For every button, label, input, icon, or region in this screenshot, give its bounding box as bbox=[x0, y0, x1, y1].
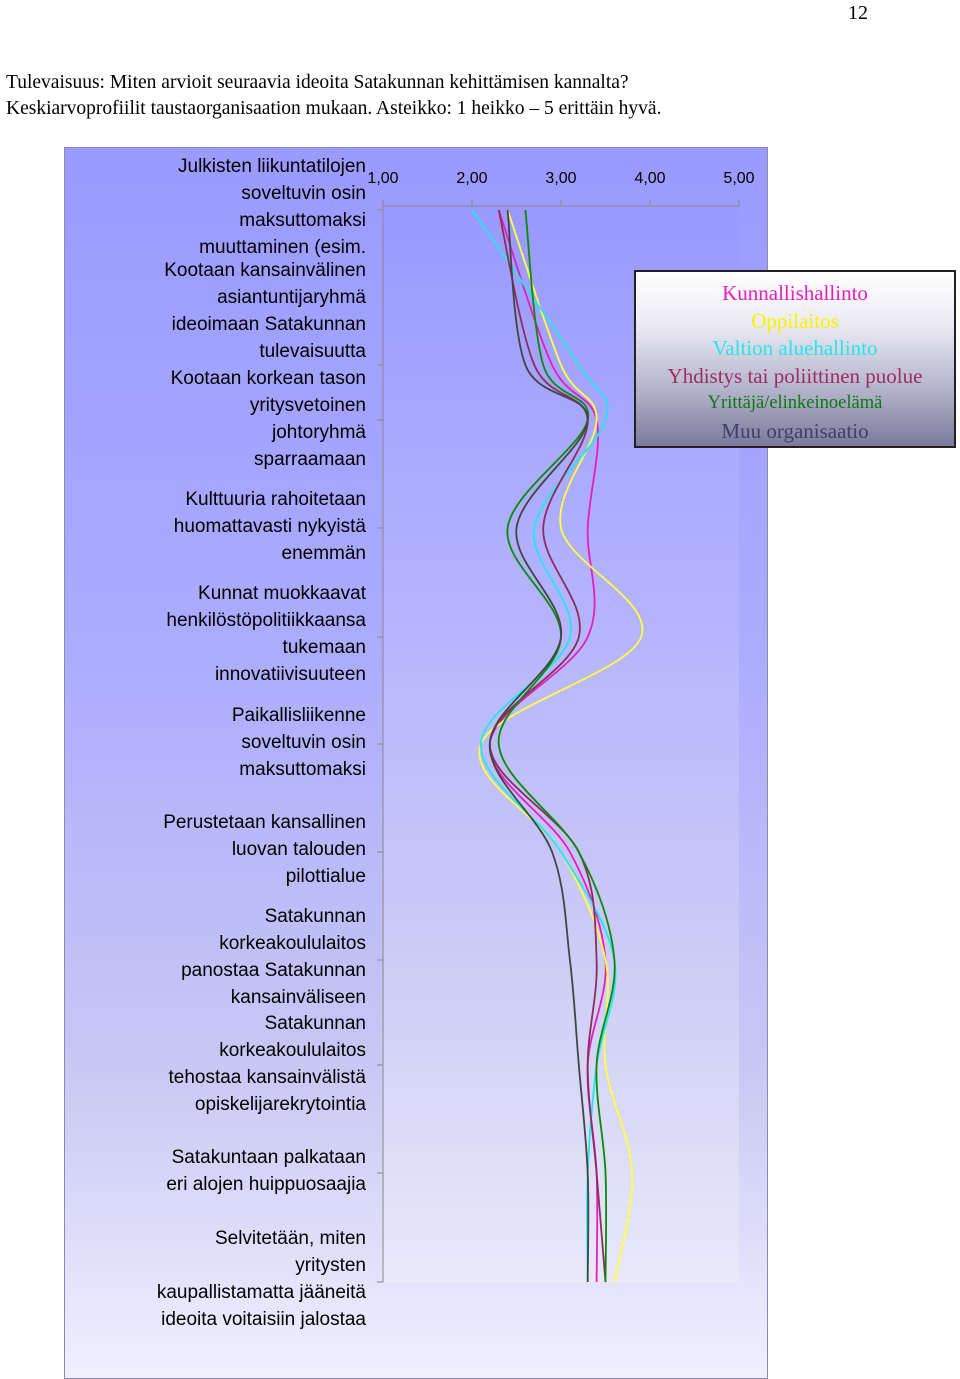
category-label: Julkisten liikuntatilojen soveltuvin osin maksuttomaksi muuttaminen (esim. bbox=[178, 156, 366, 258]
series-line-2 bbox=[479, 210, 642, 1282]
series-line-6 bbox=[490, 210, 589, 1282]
category-label: Kunnat muokkaavat henkilöstöpolitiikkaansa tukemaan innovatiivisuuteen bbox=[166, 583, 366, 685]
legend-item: Kunnallishallinto bbox=[722, 281, 868, 305]
category-label: Selvitetään, miten yritysten kaupallistamatta jääneitä ideoita voitaisiin jalostaa bbox=[156, 1228, 366, 1330]
series-line-3 bbox=[472, 210, 616, 1282]
legend-item: Yhdistys tai poliittinen puolue bbox=[667, 363, 923, 388]
page-number: 12 bbox=[848, 2, 868, 24]
category-label: Satakunnan korkeakoululaitos panostaa Satakunnan kansainväliseen bbox=[181, 906, 366, 1008]
intro-line-1: Tulevaisuus: Miten arvioit seuraavia ideoita Satakunnan kehittämisen kannalta? bbox=[6, 72, 629, 93]
category-label: Paikallisliikenne soveltuvin osin maksuttomaksi bbox=[231, 705, 366, 780]
intro-line-2: Keskiarvoprofiilit taustaorganisaation mukaan. Asteikko: 1 heikko – 5 erittäin hyvä. bbox=[6, 98, 662, 119]
x-tick-label: 5,00 bbox=[723, 170, 755, 187]
category-label: Kulttuuria rahoitetaan huomattavasti nykyistä enemmän bbox=[173, 489, 366, 564]
legend bbox=[634, 270, 956, 448]
series-line-5 bbox=[499, 210, 615, 1282]
legend-item: Oppilaitos bbox=[751, 308, 839, 333]
x-tick-label: 4,00 bbox=[634, 170, 666, 187]
legend-item: Valtion aluehallinto bbox=[712, 336, 878, 360]
category-label: Kootaan korkean tason yritysvetoinen johtoryhmä sparraamaan bbox=[170, 368, 366, 470]
x-tick-label: 1,00 bbox=[367, 170, 399, 187]
category-label: Perustetaan kansallinen luovan talouden pilottialue bbox=[163, 812, 366, 887]
category-label: Satakunnan korkeakoululaitos tehostaa kansainvälistä opiskelijarekrytointia bbox=[168, 1013, 366, 1115]
x-tick-label: 3,00 bbox=[545, 170, 577, 187]
series-line-4 bbox=[490, 210, 606, 1282]
category-label: Satakuntaan palkataan eri alojen huippuosaajia bbox=[166, 1147, 366, 1195]
x-tick-label: 2,00 bbox=[456, 170, 488, 187]
series-line-1 bbox=[490, 210, 606, 1282]
legend-item: Muu organisaatio bbox=[721, 418, 869, 443]
legend-item: Yrittäjä/elinkeinoelämä bbox=[707, 393, 883, 413]
category-label: Kootaan kansainvälinen asiantuntijaryhmä ideoimaan Satakunnan tulevaisuutta bbox=[164, 260, 366, 362]
